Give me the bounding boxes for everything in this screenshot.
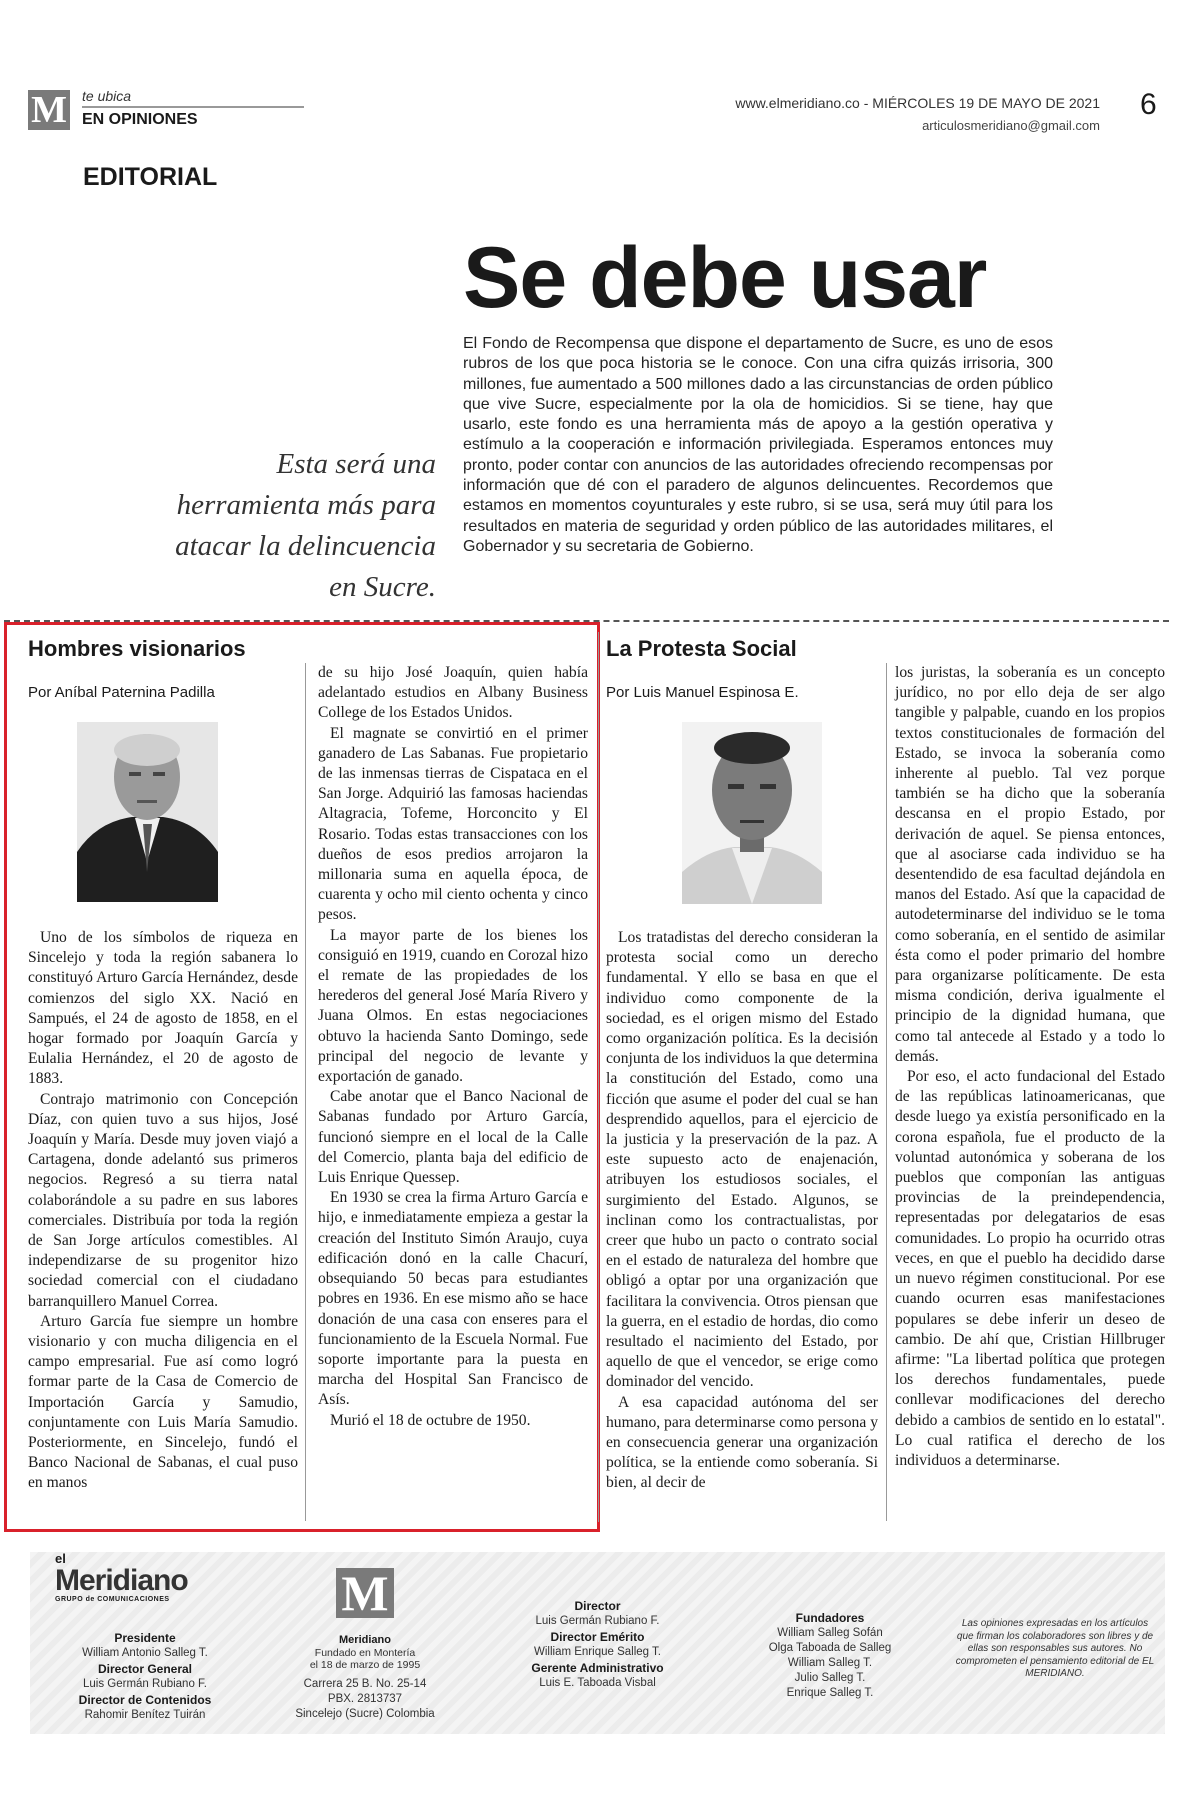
paragraph: Cabe anotar que el Banco Nacional de Sabanas fundado por Arturo García, funcionó siempre en el local de la Calle del Comercio, planta baja del edificio de Luis Enrique Quessep. bbox=[318, 1088, 588, 1187]
editorial-kicker: EDITORIAL bbox=[83, 163, 218, 191]
header-section: EN OPINIONES bbox=[82, 111, 198, 128]
gerente-name: Luis E. Taboada Visbal bbox=[539, 1677, 656, 1689]
paragraph: En 1930 se crea la firma Arturo García e hijo, e inmediatamente empieza a gestar la creación del Instituto Simón Araujo, cuya edificación donó en la calle Chacurí, obsequiando 50 becas para estudiantes pobres en 1936. En ese mismo año se hace donación de una casa con enseres para el funcionamiento de la Escuela Normal. Fue soporte importante para la puesta en marcha del Hospital San Francisco de Asís. bbox=[318, 1189, 588, 1409]
presidente-name: William Antonio Salleg T. bbox=[82, 1647, 208, 1659]
footer-staff-left bbox=[45, 1630, 245, 1723]
footer-brand-name: Meridiano bbox=[55, 1564, 188, 1597]
page-number: 6 bbox=[1140, 88, 1157, 121]
fundado-text: Fundado en Montería bbox=[314, 1647, 416, 1659]
presidente-label: Presidente bbox=[114, 1631, 176, 1645]
article2-byline: Por Luis Manuel Espinosa E. bbox=[606, 684, 799, 701]
fundadores-label: Fundadores bbox=[795, 1611, 865, 1625]
column-rule bbox=[886, 663, 887, 1521]
article1-byline: Por Aníbal Paternina Padilla bbox=[28, 684, 215, 701]
footer-brand-block bbox=[55, 1552, 225, 1603]
paragraph: La mayor parte de los bienes los consiguió en 1919, cuando en Corozal hizo el remate de las propiedades de los herederos del general José María Rivero y Juana Olmos. En estas negociaciones obtuvo la hacienda Santo Domingo, sede principal del negocio de levante y exportación de ganado. bbox=[318, 926, 588, 1086]
pbx: PBX. 2813737 bbox=[327, 1693, 403, 1705]
meridiano-logo: M bbox=[28, 90, 70, 130]
paragraph: A esa capacidad autónoma del ser humano, para determinarse como persona y en consecuencia generar una organización política, se la entiende como soberanía. Si bien, al decir de bbox=[606, 1393, 878, 1492]
paragraph: Arturo García fue siempre un hombre visionario y con mucha diligencia en el campo empresarial. Fue así como logró formar parte de la Casa de Comercio de Importación García y Samudio, conjuntamente con Luis María Samudio. Posteriormente, en Sincelejo, fundó el Banco Nacional de Sabanas, el cual puso en manos bbox=[28, 1312, 298, 1492]
article1-column-1 bbox=[28, 928, 298, 1494]
director-emerito-name: William Enrique Salleg T. bbox=[534, 1646, 661, 1658]
editorial-pullquote: Esta será una herramienta más para atacar la delincuencia en Sucre. bbox=[175, 448, 436, 603]
editorial-title: Se debe usar bbox=[463, 230, 987, 326]
gerente-label: Gerente Administrativo bbox=[531, 1661, 664, 1675]
fundado-fecha: el 18 de marzo de 1995 bbox=[309, 1659, 421, 1671]
footer-brand-sub: GRUPO de COMUNICACIONES bbox=[55, 1596, 170, 1603]
editorial-body: El Fondo de Recompensa que dispone el departamento de Sucre, es uno de esos rubros de los que poca historia se le conoce. Con una cifra quizás irrisoria, 300 millones, fue aumentado a 500 millones dado a las circunstancias de orden público que vive Sucre, especialmente por la ola de homicidios. Si se tiene, hay que usarlo, este fondo es una herramienta más de apoyo a la gestión operativa y estímulo a la cooperación e información privilegiada. Esperamos entonces muy pronto, poder contar con anuncios de las autoridades ofreciendo recompensas por información que dé con el paradero de algunos delincuentes. Recordemos que estamos en momentos coyunturales y este rubro, si se usa, será muy útil para los resultados en materia de seguridad y orden público de las autoridades militares, el Gobernador y su secretaria de Gobierno. bbox=[463, 335, 1053, 555]
director-general-label: Director General bbox=[97, 1662, 193, 1676]
fundador-name: William Salleg Sofán bbox=[777, 1627, 883, 1639]
article1-author-photo bbox=[77, 722, 218, 902]
paragraph: Los tratadistas del derecho consideran la protesta social como un derecho fundamental. Y ello se basa en que el individuo como componente de la sociedad, es el origen mismo del Estado como organización política. Es la decisión conjunta de los individuos la que determina la constitución del Estado, como una ficción que asume el poder del cual se han desprendido aquellos, para el ejercicio de la justicia y la preservación de la paz. A este supuesto acto de enajenación, atribuyen los estudiosos sociales, el surgimiento del Estado. Algunos, se inclinan como los contractualistas, por creer que hubo un pacto o contrato social en el estado de naturaleza del hombre que obligó a optar por una organización que facilitara la convivencia. Otros piensan que la guerra, en el estadio de hordas, dio como resultado el nacimiento del Estado, por aquello de que el vencedor, se erige como dominador del vencido. bbox=[606, 929, 878, 1391]
direccion: Carrera 25 B. No. 25-14 bbox=[303, 1678, 427, 1690]
fundador-name: Enrique Salleg T. bbox=[786, 1687, 874, 1699]
ciudad: Sincelejo (Sucre) Colombia bbox=[295, 1708, 435, 1720]
footer-fundadores bbox=[745, 1610, 915, 1701]
fundador-name: William Salleg T. bbox=[787, 1657, 873, 1669]
header-email[interactable]: articulosmeridiano@gmail.com bbox=[922, 118, 1100, 133]
director-emerito-label: Director Emérito bbox=[550, 1630, 645, 1644]
paragraph: Por eso, el acto fundacional del Estado de las repúblicas latinoamericanas, que desde luego ya existía personificado en la corona española, fue el producto de la voluntad autonómica y soberana de los pueblos que componían las antiguas provincias de la preindependencia, representadas por delegatarios de esas comunidades. Lo propio ha ocurrido otras veces, en que el pueblo ha decidido darse un nuevo régimen constitucional. Por ese cuando ocurren esas manifestaciones populares se debe inferir un deseo de cambio. De ahí que, Cristian Hillbruger afirme: "La libertad política que protegen los derechos fundamentales, puede conllevar modificaciones del derecho debido a cambios de sentido en lo estatal". Lo cual ratifica el derecho de los individuos a determinarse. bbox=[895, 1068, 1165, 1469]
footer-logo-name: Meridiano bbox=[339, 1634, 391, 1646]
footer-staff-center bbox=[500, 1598, 695, 1691]
director-contenidos-name: Rahomir Benítez Tuirán bbox=[84, 1709, 206, 1721]
footer-founding-block bbox=[290, 1634, 440, 1722]
fundador-name: Olga Taboada de Salleg bbox=[768, 1642, 892, 1654]
article2-title: La Protesta Social bbox=[606, 636, 797, 661]
paragraph: los juristas, la soberanía es un concepto jurídico, no por ello deja de ser algo tangible y palpable, cuando en los propios textos constitucionales de formación del Estado, se invoca la soberanía como inherente al pueblo. Tal vez porque también se ha dicho que la soberanía descansa en el propio Estado, por derivación de aquel. Se piensa entonces, que al asociarse cada individuo se ha desentendido de esa facultad dejándola en manos del Estado. Así que la capacidad de autodeterminarse del individuo se le toma como soberanía, en el sentido de asimilar ésta como el poder primario del hombre para organizarse políticamente. De esta misma condición, deriva igualmente el principio de la dignidad humana, que como tal antecede al Estado y a todo lo demás. bbox=[895, 664, 1165, 1065]
article2-author-photo bbox=[682, 722, 822, 904]
paragraph: Uno de los símbolos de riqueza en Sincelejo y toda la región sabanera lo constituyó Arturo García Hernández, desde comienzos del siglo XX. Nació en Sampués, el 24 de agosto de 1858, en el hogar formado por Joaquín García y Eulalia Hernández, el 20 de agosto de 1883. bbox=[28, 929, 298, 1088]
article2-column-2 bbox=[895, 663, 1165, 1471]
director-general-name: Luis Germán Rubiano F. bbox=[82, 1678, 207, 1690]
article1-title: Hombres visionarios bbox=[28, 636, 246, 661]
article1-column-2 bbox=[318, 663, 588, 1431]
column-rule bbox=[598, 632, 599, 1522]
header-tagline: te ubica bbox=[82, 88, 132, 104]
director-label: Director bbox=[574, 1599, 621, 1613]
fundador-name: Julio Salleg T. bbox=[794, 1672, 866, 1684]
footer-disclaimer: Las opiniones expresadas en los artículos que firman los colaboradores son libres y de ellas son responsables sus autores. No comprometen el pensamiento editorial de EL MERIDIANO. bbox=[955, 1618, 1155, 1679]
director-contenidos-label: Director de Contenidos bbox=[78, 1693, 212, 1707]
paragraph: El magnate se convirtió en el primer ganadero de Las Sabanas. Fue propietario de las inmensas tierras de Cispataca en el San Jorge. Adquirió las famosas haciendas Altagracia, Tofeme, Horconcito y El Rosario. Todas estas transacciones con los dueños de esos predios arrojaron la millonaria suma en aquella época, de cuarenta y ocho mil ciento ochenta y cinco pesos. bbox=[318, 724, 588, 924]
header-rule bbox=[82, 106, 304, 108]
director-name: Luis Germán Rubiano F. bbox=[535, 1615, 660, 1627]
column-rule bbox=[305, 663, 306, 1521]
footer-brand-el: el bbox=[55, 1551, 66, 1566]
paragraph: Murió el 18 de octubre de 1950. bbox=[330, 1411, 531, 1429]
article2-column-1 bbox=[606, 928, 878, 1494]
paragraph: de su hijo José Joaquín, quien había adelantado estudios en Albany Business College de los Estados Unidos. bbox=[318, 664, 588, 722]
paragraph: Contrajo matrimonio con Concepción Díaz, con quien tuvo a sus hijos, José Joaquín y María. Desde muy joven viajó a Cartagena, donde adelantó sus primeros negocios. Regresó a su tierra natal colaborándole a su padre en sus labores comerciales. Distribuía por toda la región de San Jorge artículos comestibles. Al independizarse de su progenitor hizo sociedad comercial con el ciudadano barranquillero Manuel Correa. bbox=[28, 1090, 298, 1310]
dateline: www.elmeridiano.co - MIÉRCOLES 19 DE MAYO DE 2021 bbox=[735, 95, 1100, 111]
footer-logo-m: M bbox=[336, 1568, 394, 1618]
